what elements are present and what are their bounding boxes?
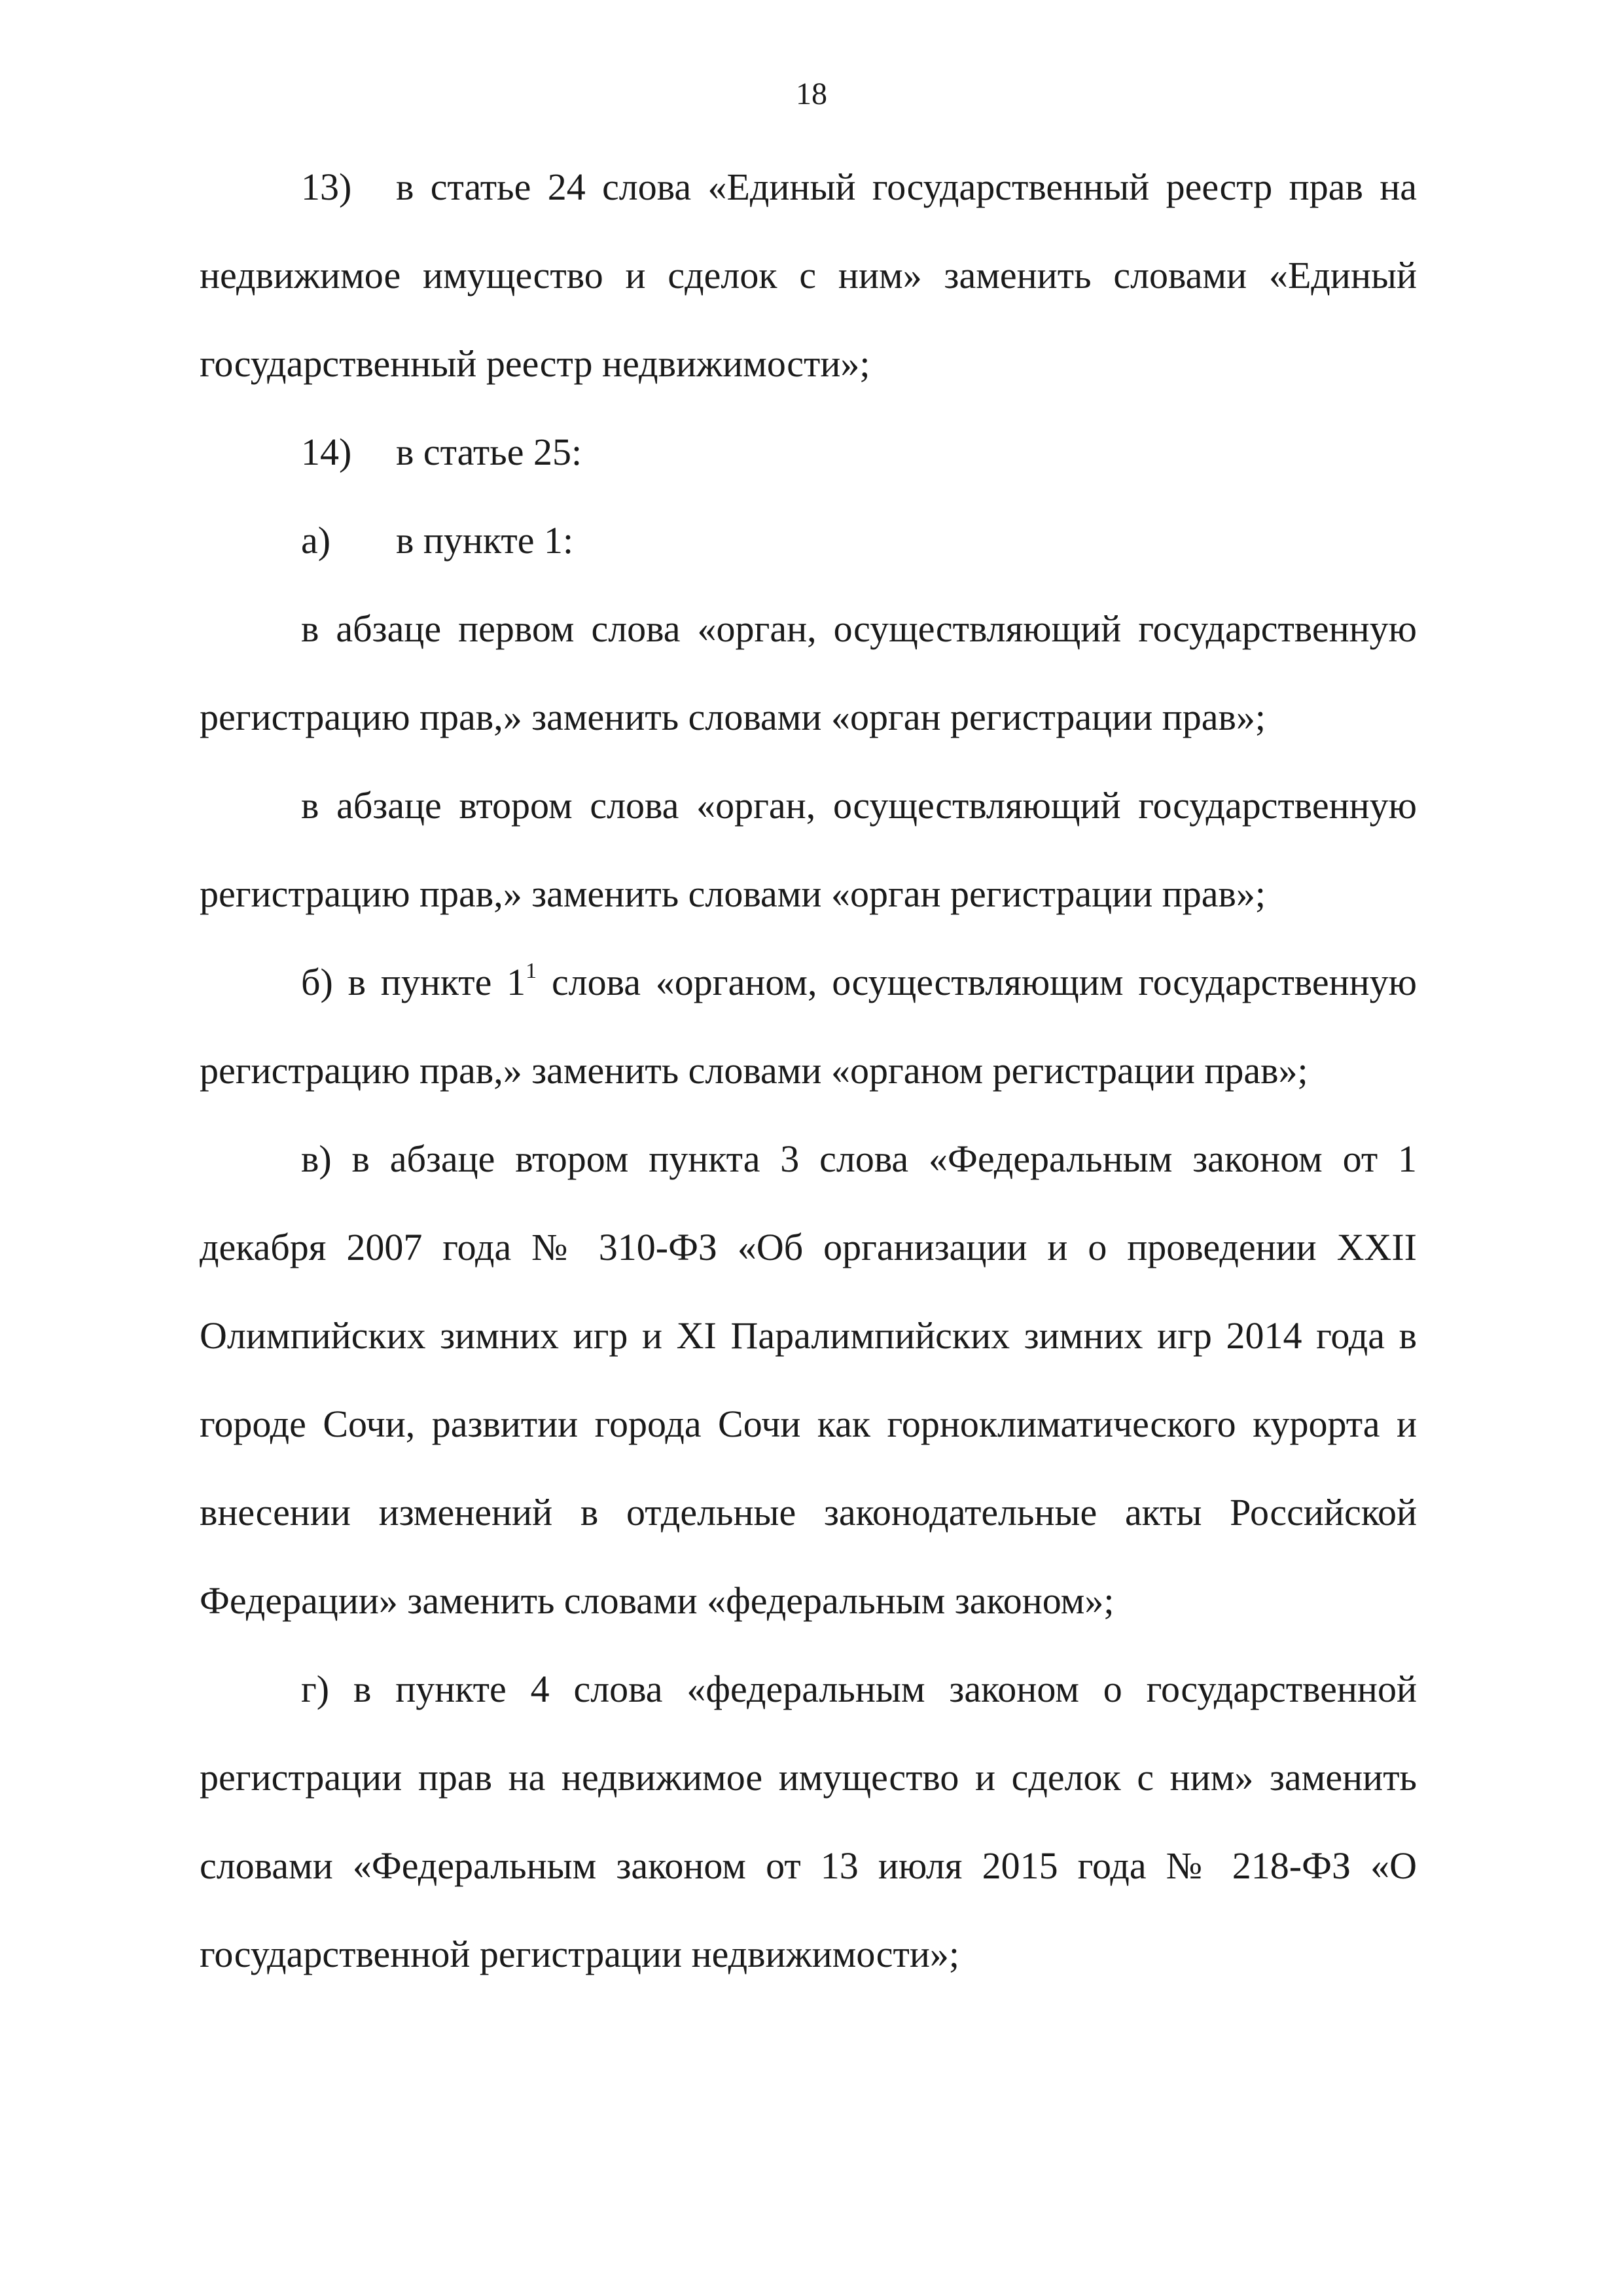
- item-text-14: в статье 25:: [396, 431, 582, 473]
- item-b-start: б) в пункте 1: [301, 961, 526, 1003]
- item-text-13: в статье 24 слова «Единый государственный реестр прав на недвижимое имущество и сделок с ним» заменить словами «Единый государственный реестр недвижимости»;: [200, 166, 1417, 385]
- paragraph-g: г) в пункте 4 слова «федеральным законом о государственной регистрации прав на недвижимое имущество и сделок с ним» заменить словами «Федеральным законом от 13 июля 2015 года № 218-ФЗ «О государственной регистрации недвижимости»;: [200, 1668, 1417, 1975]
- paragraph-a-first-abzac: в абзаце первом слова «орган, осуществляющий государственную регистрацию прав,» заменить словами «орган регистрации прав»;: [200, 607, 1417, 738]
- item-b-rest: слова «органом, осуществляющим государственную регистрацию прав,» заменить словами «органом регистрации прав»;: [200, 961, 1418, 1092]
- item-number-a: а): [301, 519, 331, 562]
- paragraph-a-second-abzac: в абзаце втором слова «орган, осуществляющий государственную регистрацию прав,» заменить словами «орган регистрации прав»;: [200, 784, 1417, 915]
- paragraph-13: [200, 143, 1417, 408]
- item-number-13: 13): [301, 166, 352, 208]
- page-number: 18: [796, 77, 827, 111]
- item-number-14: 14): [301, 431, 352, 473]
- paragraph-14: [200, 408, 1417, 496]
- document-body: [200, 143, 1417, 1998]
- item-b-superscript: 1: [526, 958, 537, 983]
- paragraph-b: [200, 938, 1417, 1115]
- paragraph-v: в) в абзаце втором пункта 3 слова «Федеральным законом от 1 декабря 2007 года № 310-ФЗ «Об организации и о проведении XXII Олимпийских зимних игр и XI Паралимпийских зимних игр 2014 года в городе Сочи, развитии города Сочи как горноклиматического курорта и внесении изменений в отдельные законодательные акты Российской Федерации» заменить словами «федеральным законом»;: [200, 1138, 1417, 1622]
- paragraph-a: [200, 496, 1417, 584]
- item-text-a: в пункте 1:: [396, 519, 574, 562]
